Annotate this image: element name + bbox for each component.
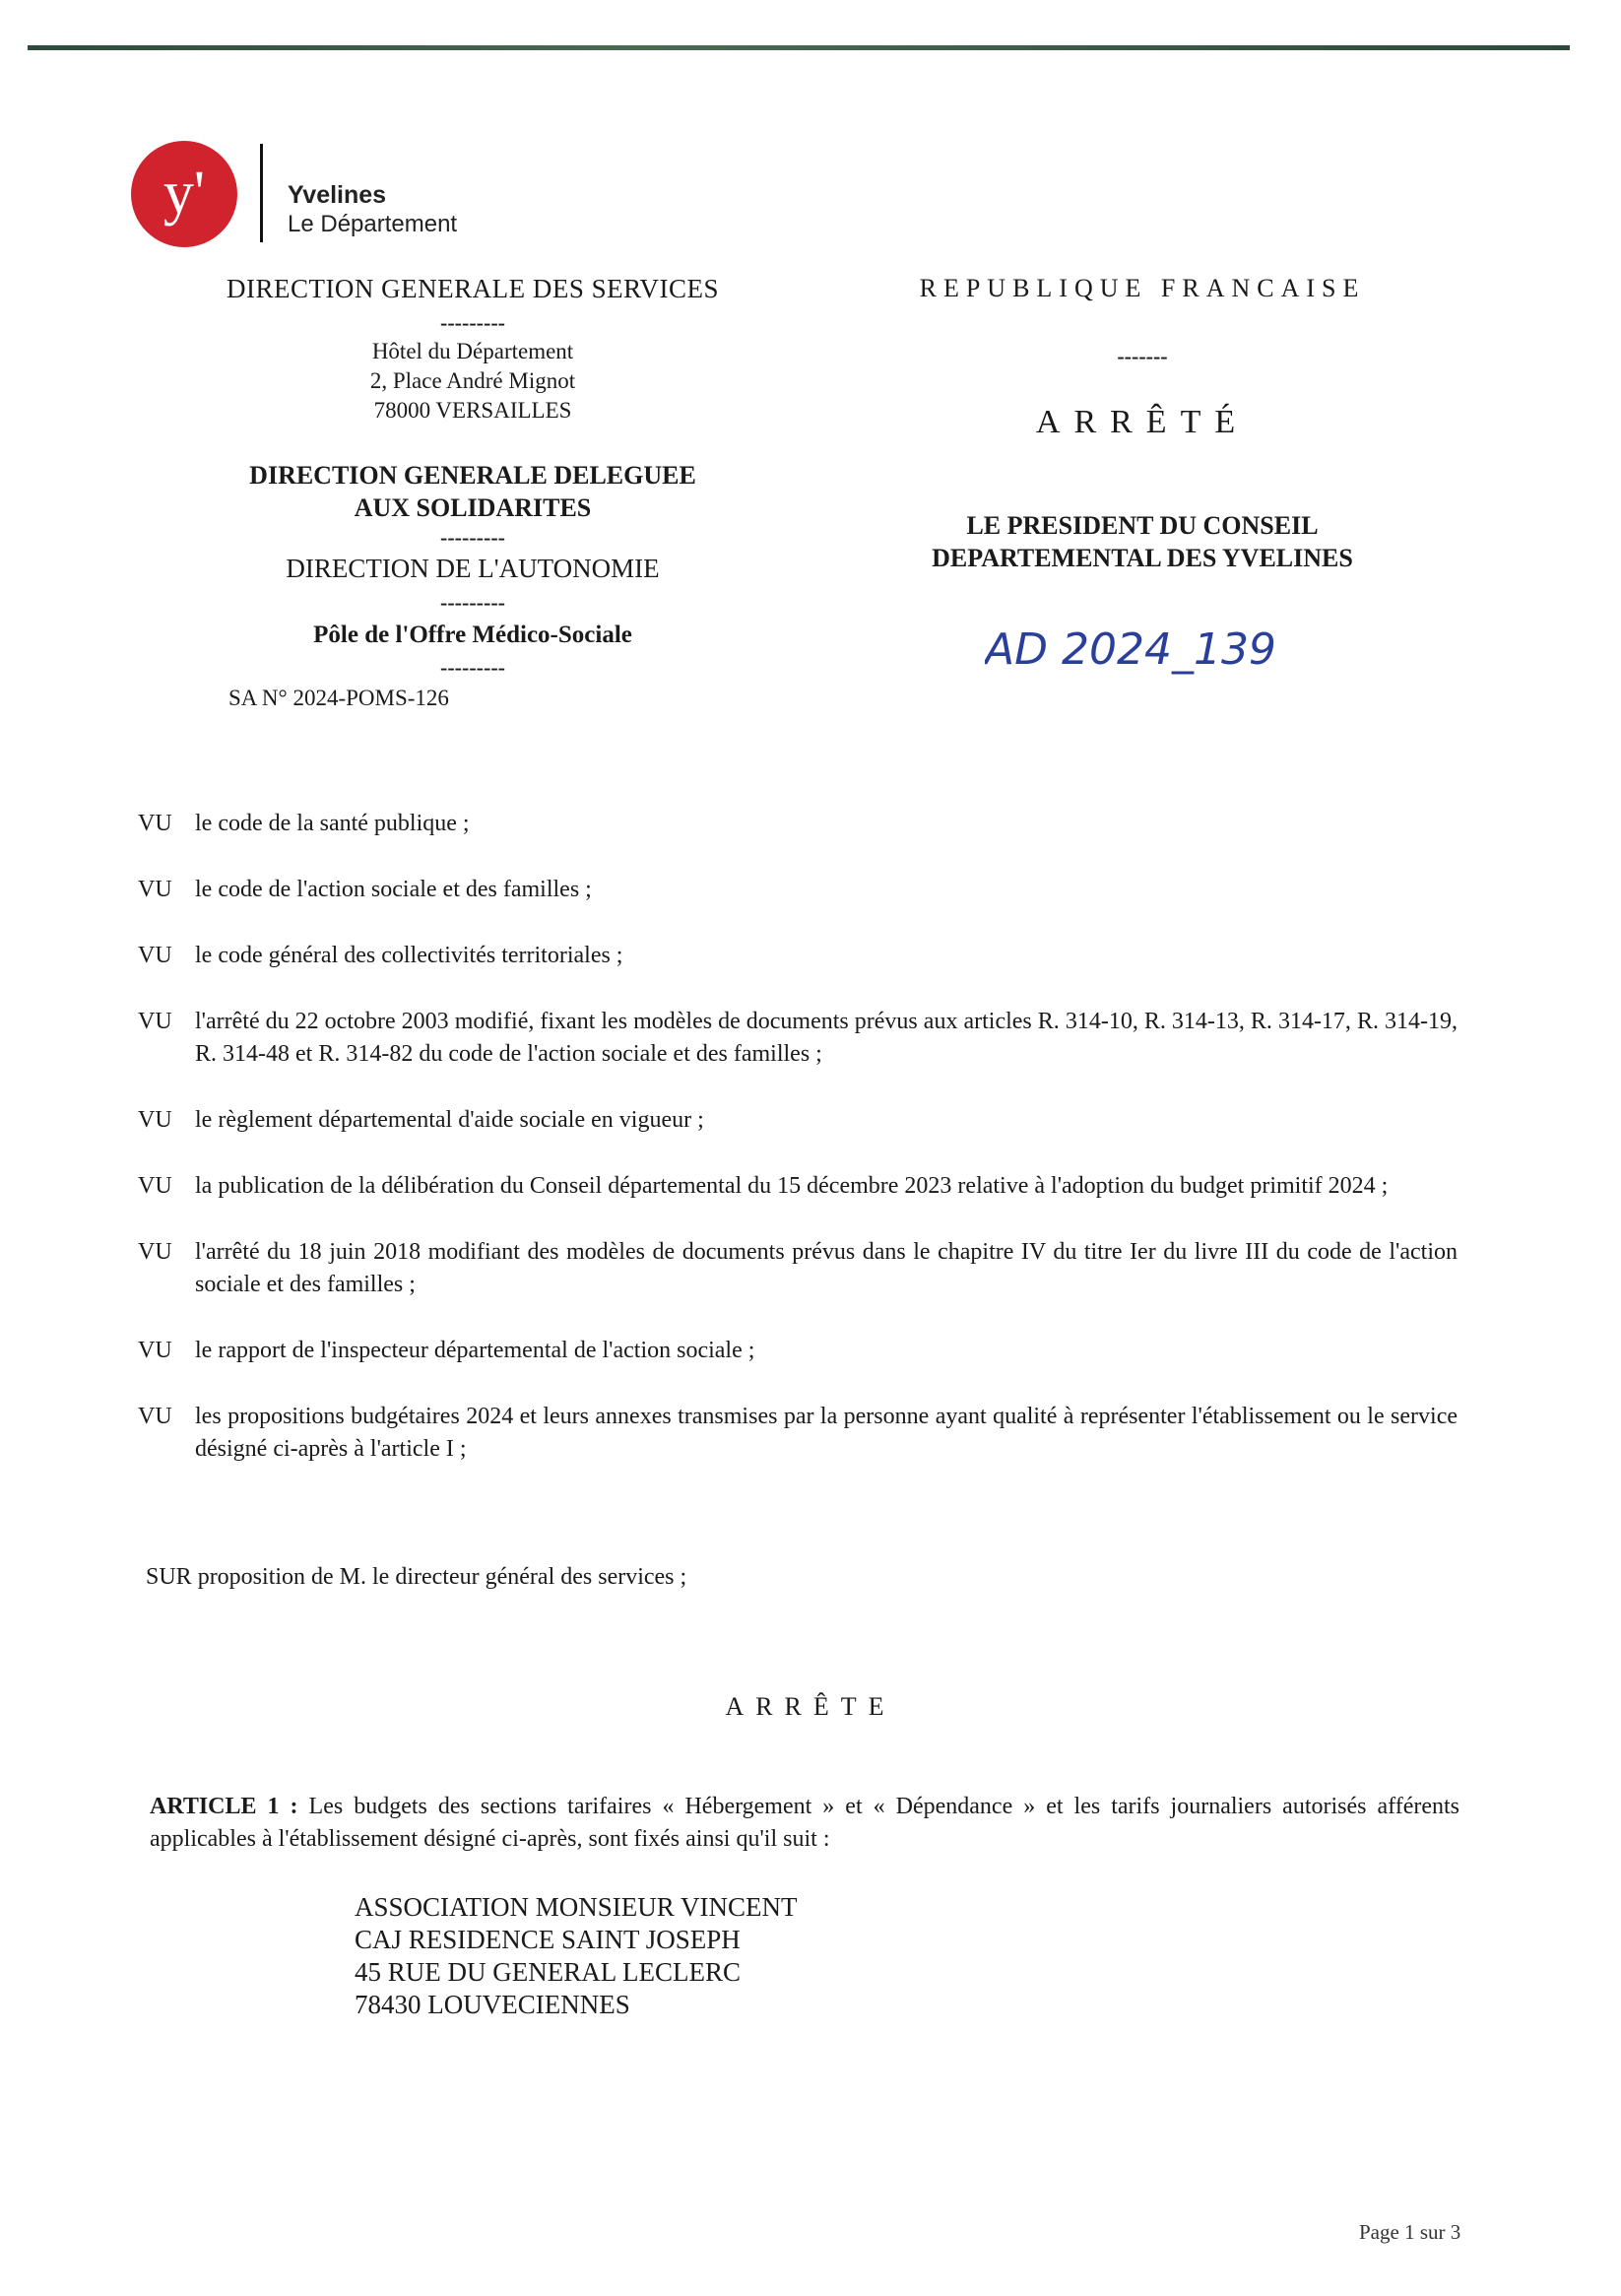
yvelines-logo [130, 140, 485, 248]
establishment-block [355, 1891, 798, 2021]
vu-item [138, 1236, 1458, 1301]
establishment-line: CAJ RESIDENCE SAINT JOSEPH [355, 1925, 741, 1954]
establishment-line: 45 RUE DU GENERAL LECLERC [355, 1957, 741, 1987]
vu-key: VU [138, 877, 172, 902]
vu-item [138, 808, 1458, 840]
vu-text: le code général des collectivités territoriales ; [195, 943, 623, 968]
separator: --------- [440, 655, 505, 680]
article-1-text: Les budgets des sections tarifaires « Hébergement » et « Dépendance » et les tarifs journaliers autorisés afférents applicables à l'établissement désigné ci-après, sont fixés ainsi qu'il suit : [150, 1794, 1459, 1852]
pole-heading: Pôle de l'Offre Médico-Sociale [313, 622, 632, 648]
establishment-line: 78430 LOUVECIENNES [355, 1990, 630, 2019]
handwritten-reference-text: AD 2024_139 [985, 624, 1276, 675]
vu-key: VU [138, 1173, 172, 1199]
article-1 [150, 1791, 1459, 1856]
separator: --------- [440, 590, 505, 615]
vu-key: VU [138, 1239, 172, 1265]
address-line: 78000 VERSAILLES [373, 398, 572, 423]
vu-key: VU [138, 811, 172, 836]
vu-key: VU [138, 1009, 172, 1034]
sur-proposition: SUR proposition de M. le directeur général des services ; [146, 1564, 687, 1590]
republique-heading: REPUBLIQUE FRANCAISE [919, 274, 1366, 302]
logo-divider [260, 144, 263, 242]
handwritten-reference [985, 621, 1379, 680]
vu-text: la publication de la délibération du Conseil départemental du 15 décembre 2023 relative à l'adoption du budget primitif 2024 ; [195, 1173, 1389, 1199]
sa-number: SA N° 2024-POMS-126 [228, 686, 449, 710]
svg-text:y': y' [162, 160, 206, 227]
page-number: Page 1 sur 3 [1359, 2220, 1461, 2244]
top-rule [28, 45, 1570, 50]
dgd-heading [177, 459, 768, 524]
vu-list [138, 808, 1458, 1499]
president-line: DEPARTEMENTAL DES YVELINES [932, 544, 1353, 572]
yvelines-logo-icon [130, 140, 238, 248]
vu-text: le code de la santé publique ; [195, 811, 470, 836]
vu-text: le code de l'action sociale et des familles ; [195, 877, 592, 902]
dgd-line: DIRECTION GENERALE DELEGUEE [249, 461, 696, 490]
vu-text: l'arrêté du 22 octobre 2003 modifié, fixant les modèles de documents prévus aux articles R. 314-10, R. 314-13, R. 314-17, R. 314-19, R. 314-48 et R. 314-82 du code de l'action sociale et des familles ; [195, 1009, 1458, 1067]
vu-item [138, 874, 1458, 906]
vu-item [138, 1104, 1458, 1137]
address-line: Hôtel du Département [371, 339, 574, 363]
address-line: 2, Place André Mignot [369, 368, 576, 393]
vu-item [138, 1006, 1458, 1071]
vu-key: VU [138, 943, 172, 968]
vu-key: VU [138, 1338, 172, 1363]
logo-name: Yvelines [288, 181, 387, 209]
establishment-line: ASSOCIATION MONSIEUR VINCENT [355, 1892, 798, 1922]
direction-heading: DIRECTION DE L'AUTONOMIE [286, 554, 660, 583]
arrete-title: ARRÊTE [725, 1692, 896, 1721]
vu-key: VU [138, 1404, 172, 1429]
vu-text: le rapport de l'inspecteur départemental de l'action sociale ; [195, 1338, 755, 1363]
logo-subtitle: Le Département [288, 211, 458, 237]
vu-key: VU [138, 1107, 172, 1133]
dgs-heading: DIRECTION GENERALE DES SERVICES [226, 274, 720, 303]
separator: --------- [440, 310, 505, 335]
president-line: LE PRESIDENT DU CONSEIL [966, 511, 1319, 540]
vu-text: le règlement départemental d'aide sociale en vigueur ; [195, 1107, 704, 1133]
vu-item [138, 1335, 1458, 1367]
president-heading [867, 509, 1418, 574]
vu-item [138, 1401, 1458, 1466]
vu-item [138, 1170, 1458, 1203]
vu-text: l'arrêté du 18 juin 2018 modifiant des modèles de documents prévus dans le chapitre IV du titre Ier du livre III du code de l'action sociale et des familles ; [195, 1239, 1458, 1297]
separator: ------- [1117, 344, 1168, 368]
dgd-line: AUX SOLIDARITES [354, 493, 592, 522]
arrete-heading: ARRÊTÉ [1035, 404, 1250, 440]
separator: --------- [440, 525, 505, 550]
vu-item [138, 940, 1458, 972]
article-1-label: ARTICLE 1 : [150, 1794, 298, 1819]
address-block [177, 337, 768, 426]
vu-text: les propositions budgétaires 2024 et leurs annexes transmises par la personne ayant qualité à représenter l'établissement ou le service désigné ci-après à l'article I ; [195, 1404, 1458, 1462]
